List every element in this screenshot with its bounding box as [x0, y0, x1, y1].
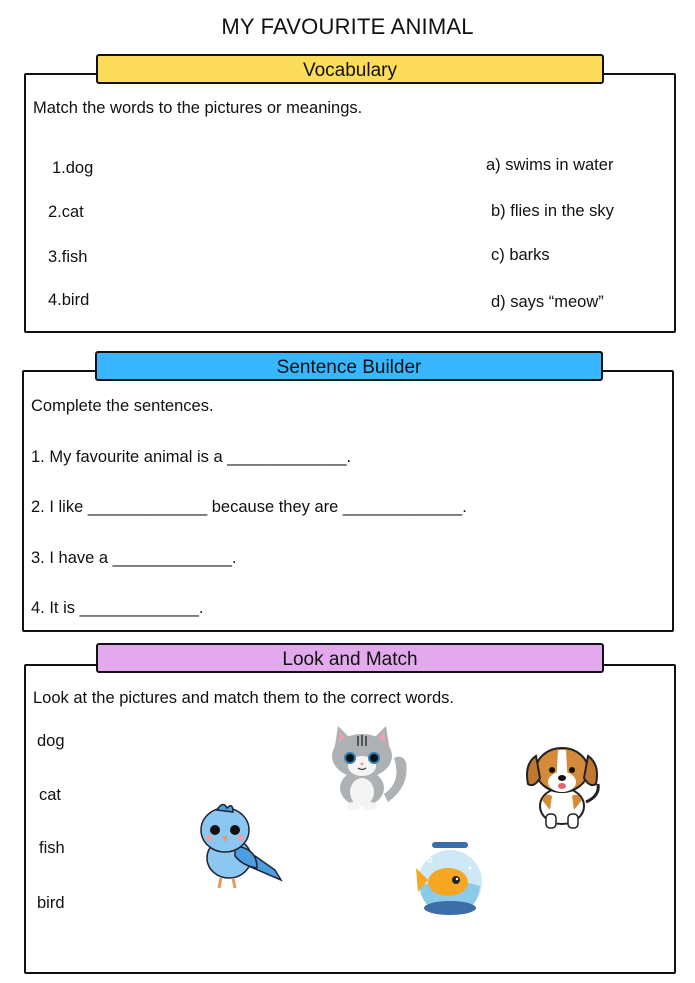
- sentence-builder-instruction: Complete the sentences.: [31, 397, 214, 415]
- page-title: MY FAVOURITE ANIMAL: [221, 14, 474, 39]
- sentence-builder-heading: Sentence Builder: [95, 351, 603, 381]
- vocab-word: 3.fish: [48, 248, 88, 266]
- cat-icon[interactable]: [322, 722, 412, 812]
- fishbowl-icon[interactable]: [408, 840, 492, 920]
- match-word: dog: [37, 732, 65, 750]
- bird-icon[interactable]: [195, 800, 285, 892]
- vocab-meaning: c) barks: [491, 246, 550, 264]
- vocabulary-heading: Vocabulary: [96, 54, 604, 84]
- dog-icon[interactable]: [520, 740, 610, 832]
- match-word: fish: [39, 839, 65, 857]
- vocab-meaning: d) says “meow”: [491, 293, 604, 311]
- look-match-instruction: Look at the pictures and match them to the correct words.: [33, 689, 454, 707]
- look-match-heading: Look and Match: [96, 643, 604, 673]
- sentence-line[interactable]: 1. My favourite animal is a _____________.: [31, 448, 352, 466]
- vocabulary-instruction: Match the words to the pictures or meanings.: [33, 99, 363, 117]
- vocab-meaning: a) swims in water: [486, 156, 614, 174]
- match-word: cat: [39, 786, 62, 804]
- vocab-word: 4.bird: [48, 291, 90, 309]
- match-word: bird: [37, 894, 65, 912]
- vocab-word: 1.dog: [52, 159, 94, 177]
- sentence-line[interactable]: 2. I like _____________ because they are _____________.: [31, 498, 467, 516]
- sentence-line[interactable]: 3. I have a _____________.: [31, 549, 237, 567]
- vocab-meaning: b) flies in the sky: [491, 202, 614, 220]
- sentence-line[interactable]: 4. It is _____________.: [31, 599, 204, 617]
- vocab-word: 2.cat: [48, 203, 84, 221]
